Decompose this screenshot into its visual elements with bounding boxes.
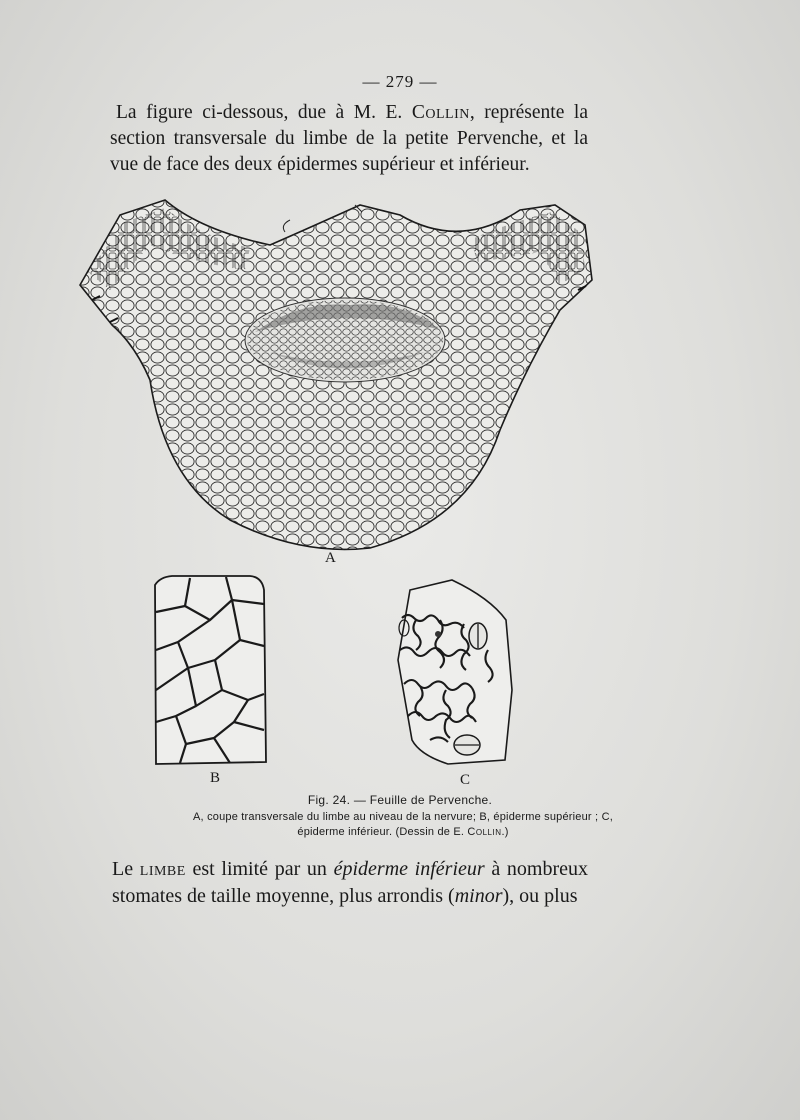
body-paragraph: Le limbe est limité par un épiderme inférieur à nombreux stomates de taille moyenne, plus arrondis (minor), ou plus <box>112 858 588 907</box>
body-term: limbe <box>139 858 186 880</box>
body-emphasis-1: épiderme inférieur <box>333 858 485 880</box>
intro-author: Collin <box>411 102 470 123</box>
label-c: C <box>460 772 471 788</box>
upper-epidermis-drawing <box>155 576 266 764</box>
page-number: — 279 — <box>362 72 438 91</box>
lower-epidermis-drawing <box>398 580 512 764</box>
cross-section-drawing <box>60 190 620 570</box>
label-a: A <box>325 550 336 566</box>
caption-author: Collin <box>467 826 502 838</box>
caption-body: A, coupe transversale du limbe au niveau de la nervure; B, épiderme supérieur ; C, épiderme inférieur. (Dessin de E. Collin.) <box>193 811 613 838</box>
caption-title: Fig. 24. — Feuille de Pervenche. <box>307 793 493 807</box>
body-emphasis-2: minor <box>454 885 503 907</box>
intro-paragraph: La figure ci-dessous, due à M. E. Collin, représente la section transversale du limbe de la petite Pervenche, et la vue de face des deux épidermes supérieur et inférieur. <box>110 102 588 175</box>
label-b: B <box>210 770 221 786</box>
